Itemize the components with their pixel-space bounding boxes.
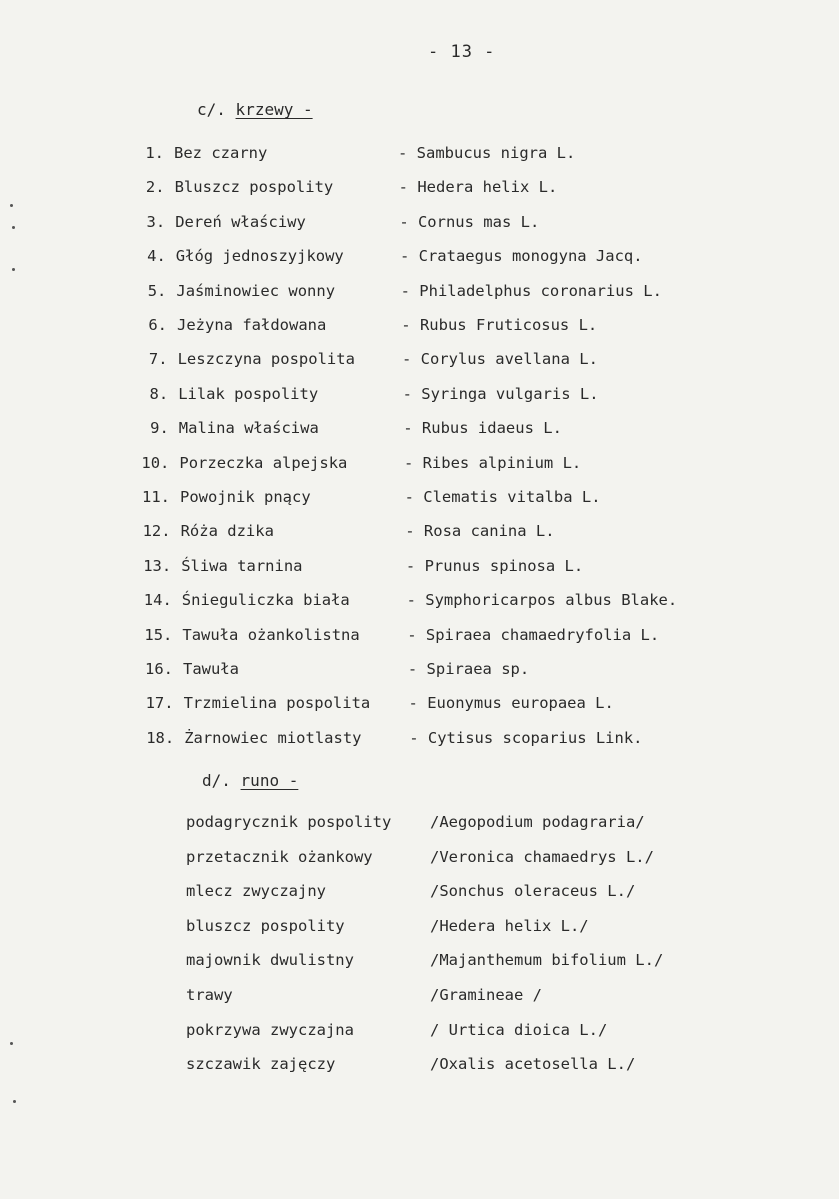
section-d-heading [202, 771, 298, 790]
item-number: 9. [150, 419, 169, 438]
scan-speck [10, 1042, 13, 1045]
section-c-prefix: c/. [197, 100, 226, 119]
item-number: 10. [141, 453, 170, 472]
item-common-name: Malina właściwa [178, 419, 319, 438]
item-latin-name: /Oxalis acetosella L./ [430, 1055, 636, 1074]
item-common-name: Bez czarny [174, 144, 268, 162]
item-common-name: Tawuła ożankolistna [182, 625, 360, 644]
page-number: - 13 - [428, 42, 496, 62]
item-common-name: Lilak pospolity [178, 384, 319, 403]
item-latin-name: - Rubus idaeus L. [403, 419, 562, 438]
item-latin-name: - Corylus avellana L. [401, 350, 598, 369]
item-latin-name: - Clematis vitalba L. [404, 488, 601, 506]
item-number: 2. [145, 178, 165, 197]
item-latin-name: - Syringa vulgaris L. [402, 384, 599, 403]
item-common-name: bluszcz pospolity [186, 916, 345, 935]
item-latin-name: - Philadelphus coronarius L. [400, 281, 662, 300]
item-latin-name: - Crataegus monogyna Jacq. [399, 247, 643, 266]
section-d-title: runo - [240, 771, 299, 790]
item-common-name: Śnieguliczka biała [181, 591, 350, 610]
item-number: 5. [147, 281, 167, 300]
item-common-name: pokrzywa zwyczajna [186, 1020, 354, 1039]
item-latin-name: /Gramineae / [430, 986, 542, 1004]
item-number: 8. [149, 384, 169, 403]
item-latin-name: /Aegopodium podagraria/ [430, 813, 645, 831]
item-common-name: Tawuła [183, 660, 239, 678]
item-common-name: Trzmielina pospolita [183, 694, 371, 713]
item-common-name: Dereń właściwy [175, 212, 306, 231]
item-latin-name: - Spiraea chamaedryfolia L. [407, 625, 660, 644]
scan-speck [12, 268, 15, 271]
item-latin-name: - Cytisus scoparius Link. [409, 728, 643, 747]
item-latin-name: / Urtica dioica L./ [430, 1020, 608, 1039]
item-common-name: Powojnik pnący [180, 488, 311, 506]
item-common-name: trawy [186, 986, 233, 1004]
section-c-heading [197, 100, 313, 119]
item-latin-name: /Hedera helix L./ [430, 916, 589, 935]
scan-speck [10, 204, 13, 207]
item-latin-name: - Cornus mas L. [399, 212, 540, 231]
item-latin-name: - Sambucus nigra L. [398, 144, 576, 162]
item-latin-name: - Rosa canina L. [405, 522, 555, 541]
section-d-prefix: d/. [202, 771, 231, 790]
item-common-name: Głóg jednoszyjkowy [175, 247, 344, 266]
item-number: 14. [143, 591, 172, 610]
item-common-name: Śliwa tarnina [181, 556, 303, 575]
item-latin-name: - Ribes alpinium L. [403, 453, 582, 472]
scan-speck [13, 1100, 16, 1103]
item-number: 11. [142, 488, 170, 506]
item-common-name: Żarnowiec miotlasty [184, 728, 362, 747]
item-number: 7. [148, 350, 168, 369]
item-common-name: Jaśminowiec wonny [176, 281, 336, 300]
item-number: 16. [145, 660, 173, 678]
item-latin-name: - Rubus Fruticosus L. [401, 316, 598, 334]
item-common-name: majownik dwulistny [186, 951, 354, 970]
item-number: 6. [148, 316, 167, 334]
item-latin-name: - Symphoricarpos albus Blake. [406, 591, 678, 610]
item-number: 15. [144, 625, 173, 644]
item-latin-name: /Majanthemum bifolium L./ [430, 951, 664, 970]
item-latin-name: - Euonymus europaea L. [408, 694, 614, 713]
item-latin-name: - Spiraea sp. [407, 660, 530, 678]
item-latin-name: - Prunus spinosa L. [405, 556, 584, 575]
item-common-name: Bluszcz pospolity [174, 178, 334, 197]
item-common-name: mlecz zwyczajny [186, 882, 326, 901]
item-common-name: podagrycznik pospolity [186, 813, 392, 831]
item-common-name: Porzeczka alpejska [179, 453, 348, 472]
item-common-name: Róża dzika [180, 522, 274, 541]
item-common-name: Jeżyna fałdowana [177, 316, 327, 334]
item-number: 13. [143, 556, 172, 575]
item-common-name: szczawik zajęczy [186, 1055, 336, 1074]
item-latin-name: - Hedera helix L. [398, 178, 558, 197]
item-number: 4. [147, 247, 166, 266]
item-number: 17. [145, 694, 174, 713]
scan-speck [12, 226, 15, 229]
item-latin-name: /Veronica chamaedrys L./ [430, 847, 654, 866]
item-number: 1. [145, 144, 164, 162]
item-latin-name: /Sonchus oleraceus L./ [430, 882, 636, 901]
section-c-title: krzewy - [235, 100, 313, 119]
item-number: 18. [146, 728, 175, 747]
item-number: 12. [142, 522, 171, 541]
item-common-name: przetacznik ożankowy [186, 847, 373, 866]
item-number: 3. [146, 212, 166, 231]
item-common-name: Leszczyna pospolita [177, 350, 355, 369]
